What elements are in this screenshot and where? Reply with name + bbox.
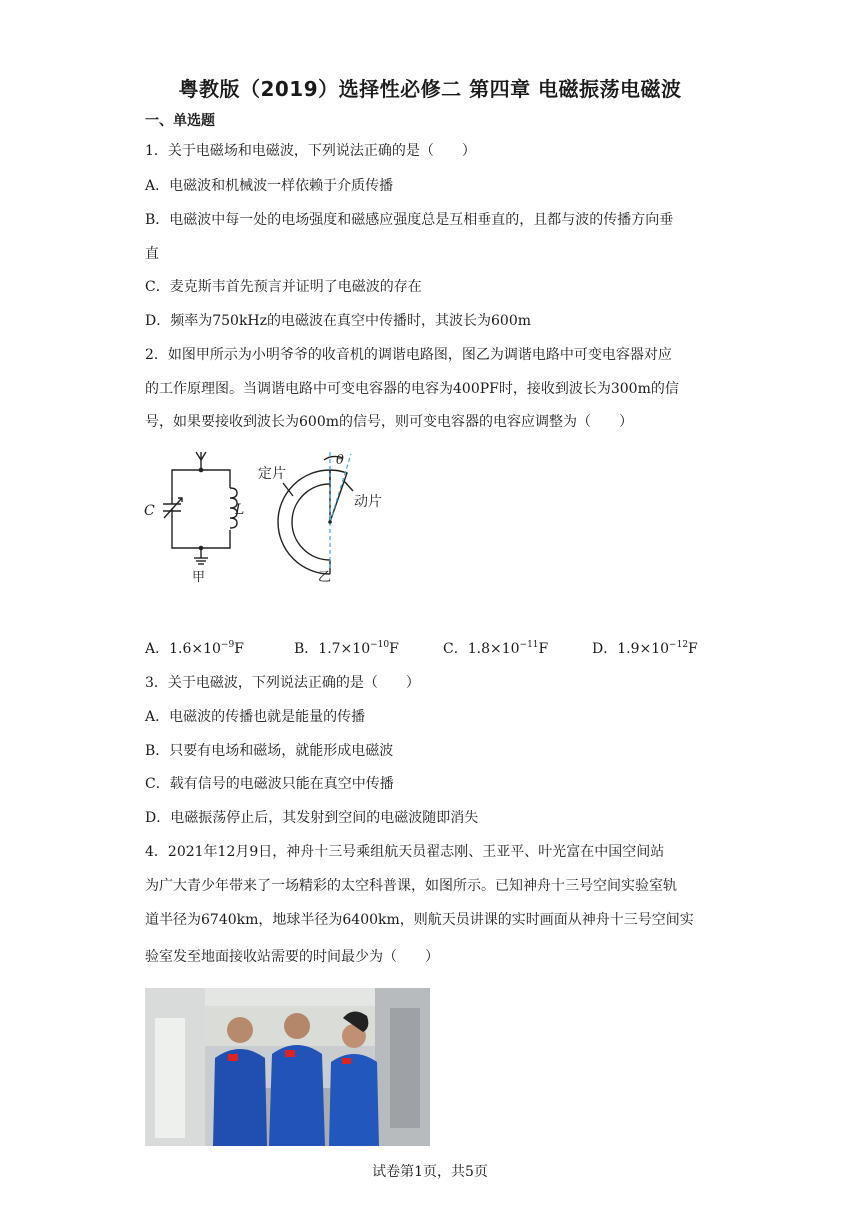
q2-stem-line1: 2．如图甲所示为小明爷爷的收音机的调谐电路图，图乙为调谐电路中可变电容器对应 (145, 347, 672, 363)
q2-option-a: A．$1.6\times 10^{-9}F$ (145, 640, 244, 657)
q3-stem: 3．关于电磁波，下列说法正确的是（ ） (145, 675, 420, 691)
q1-option-b-cont: 直 (145, 246, 159, 262)
q2-figure (140, 448, 400, 588)
q2-stem-line2: 的工作原理图。当调谐电路中可变电容器的电容为400PF时，接收到波长为300m的信 (145, 381, 679, 397)
page-footer: 试卷第1页，共5页 (372, 1164, 488, 1180)
label-jia: 甲 (192, 570, 206, 585)
leader-dingpian (283, 483, 293, 496)
label-l: L (235, 502, 245, 518)
q2-option-c: C．$1.8\times 10^{-11}F$ (443, 640, 549, 657)
q4-stem-line2: 为广大青少年带来了一场精彩的太空科普课，如图所示。已知神舟十三号空间实验室轨 (145, 878, 677, 894)
q3-option-b: B．只要有电场和磁场，就能形成电磁波 (145, 743, 394, 759)
section-heading: 一、单选题 (145, 113, 215, 129)
q1-option-d: D．频率为750kHz的电磁波在真空中传播时，其波长为600m (145, 313, 532, 329)
q1-stem: 1．关于电磁场和电磁波，下列说法正确的是（ ） (145, 143, 476, 159)
label-dingpian: 定片 (258, 466, 286, 482)
node-bottom (199, 546, 204, 551)
label-yi: 乙 (318, 570, 332, 585)
q1-option-c: C．麦克斯韦首先预言并证明了电磁波的存在 (145, 279, 422, 295)
label-theta: θ (336, 453, 344, 468)
label-c: C (144, 503, 155, 519)
label-dongpian: 动片 (354, 494, 382, 510)
circuit-loop (172, 470, 230, 548)
q4-stem-line1: 4．2021年12月9日，神舟十三号乘组航天员翟志刚、王亚平、叶光富在中国空间站 (145, 844, 665, 860)
q2-option-d: D．$1.9\times 10^{-12}F$ (592, 640, 698, 657)
q3-option-a: A．电磁波的传播也就是能量的传播 (145, 709, 366, 725)
q2-stem-line3: 号，如果要接收到波长为600m的信号，则可变电容器的电容应调整为（ ） (145, 414, 633, 430)
q2-option-b: B．$1.7\times 10^{-10}F$ (294, 640, 399, 657)
fixed-plate-inner (292, 484, 330, 560)
astronauts-photo (145, 988, 430, 1146)
q1-option-b: B．电磁波中每一处的电场强度和磁感应强度总是互相垂直的，且都与波的传播方向垂 (145, 212, 674, 228)
q1-option-a: A．电磁波和机械波一样依赖于介质传播 (145, 178, 394, 194)
node-top (199, 468, 204, 473)
q3-option-d: D．电磁振荡停止后，其发射到空间的电磁波随即消失 (145, 810, 479, 826)
q4-stem-line4: 验室发至地面接收站需要的时间最少为（ ） (145, 949, 439, 965)
pivot-dot (328, 520, 332, 524)
q3-option-c: C．载有信号的电磁波只能在真空中传播 (145, 776, 394, 792)
q4-stem-line3: 道半径为6740km，地球半径为6400km，则航天员讲课的实时画面从神舟十三号空间实 (145, 912, 694, 928)
page-title: 粤教版（2019）选择性必修二 第四章 电磁振荡电磁波 (178, 77, 682, 101)
leader-dongpian (344, 481, 353, 491)
